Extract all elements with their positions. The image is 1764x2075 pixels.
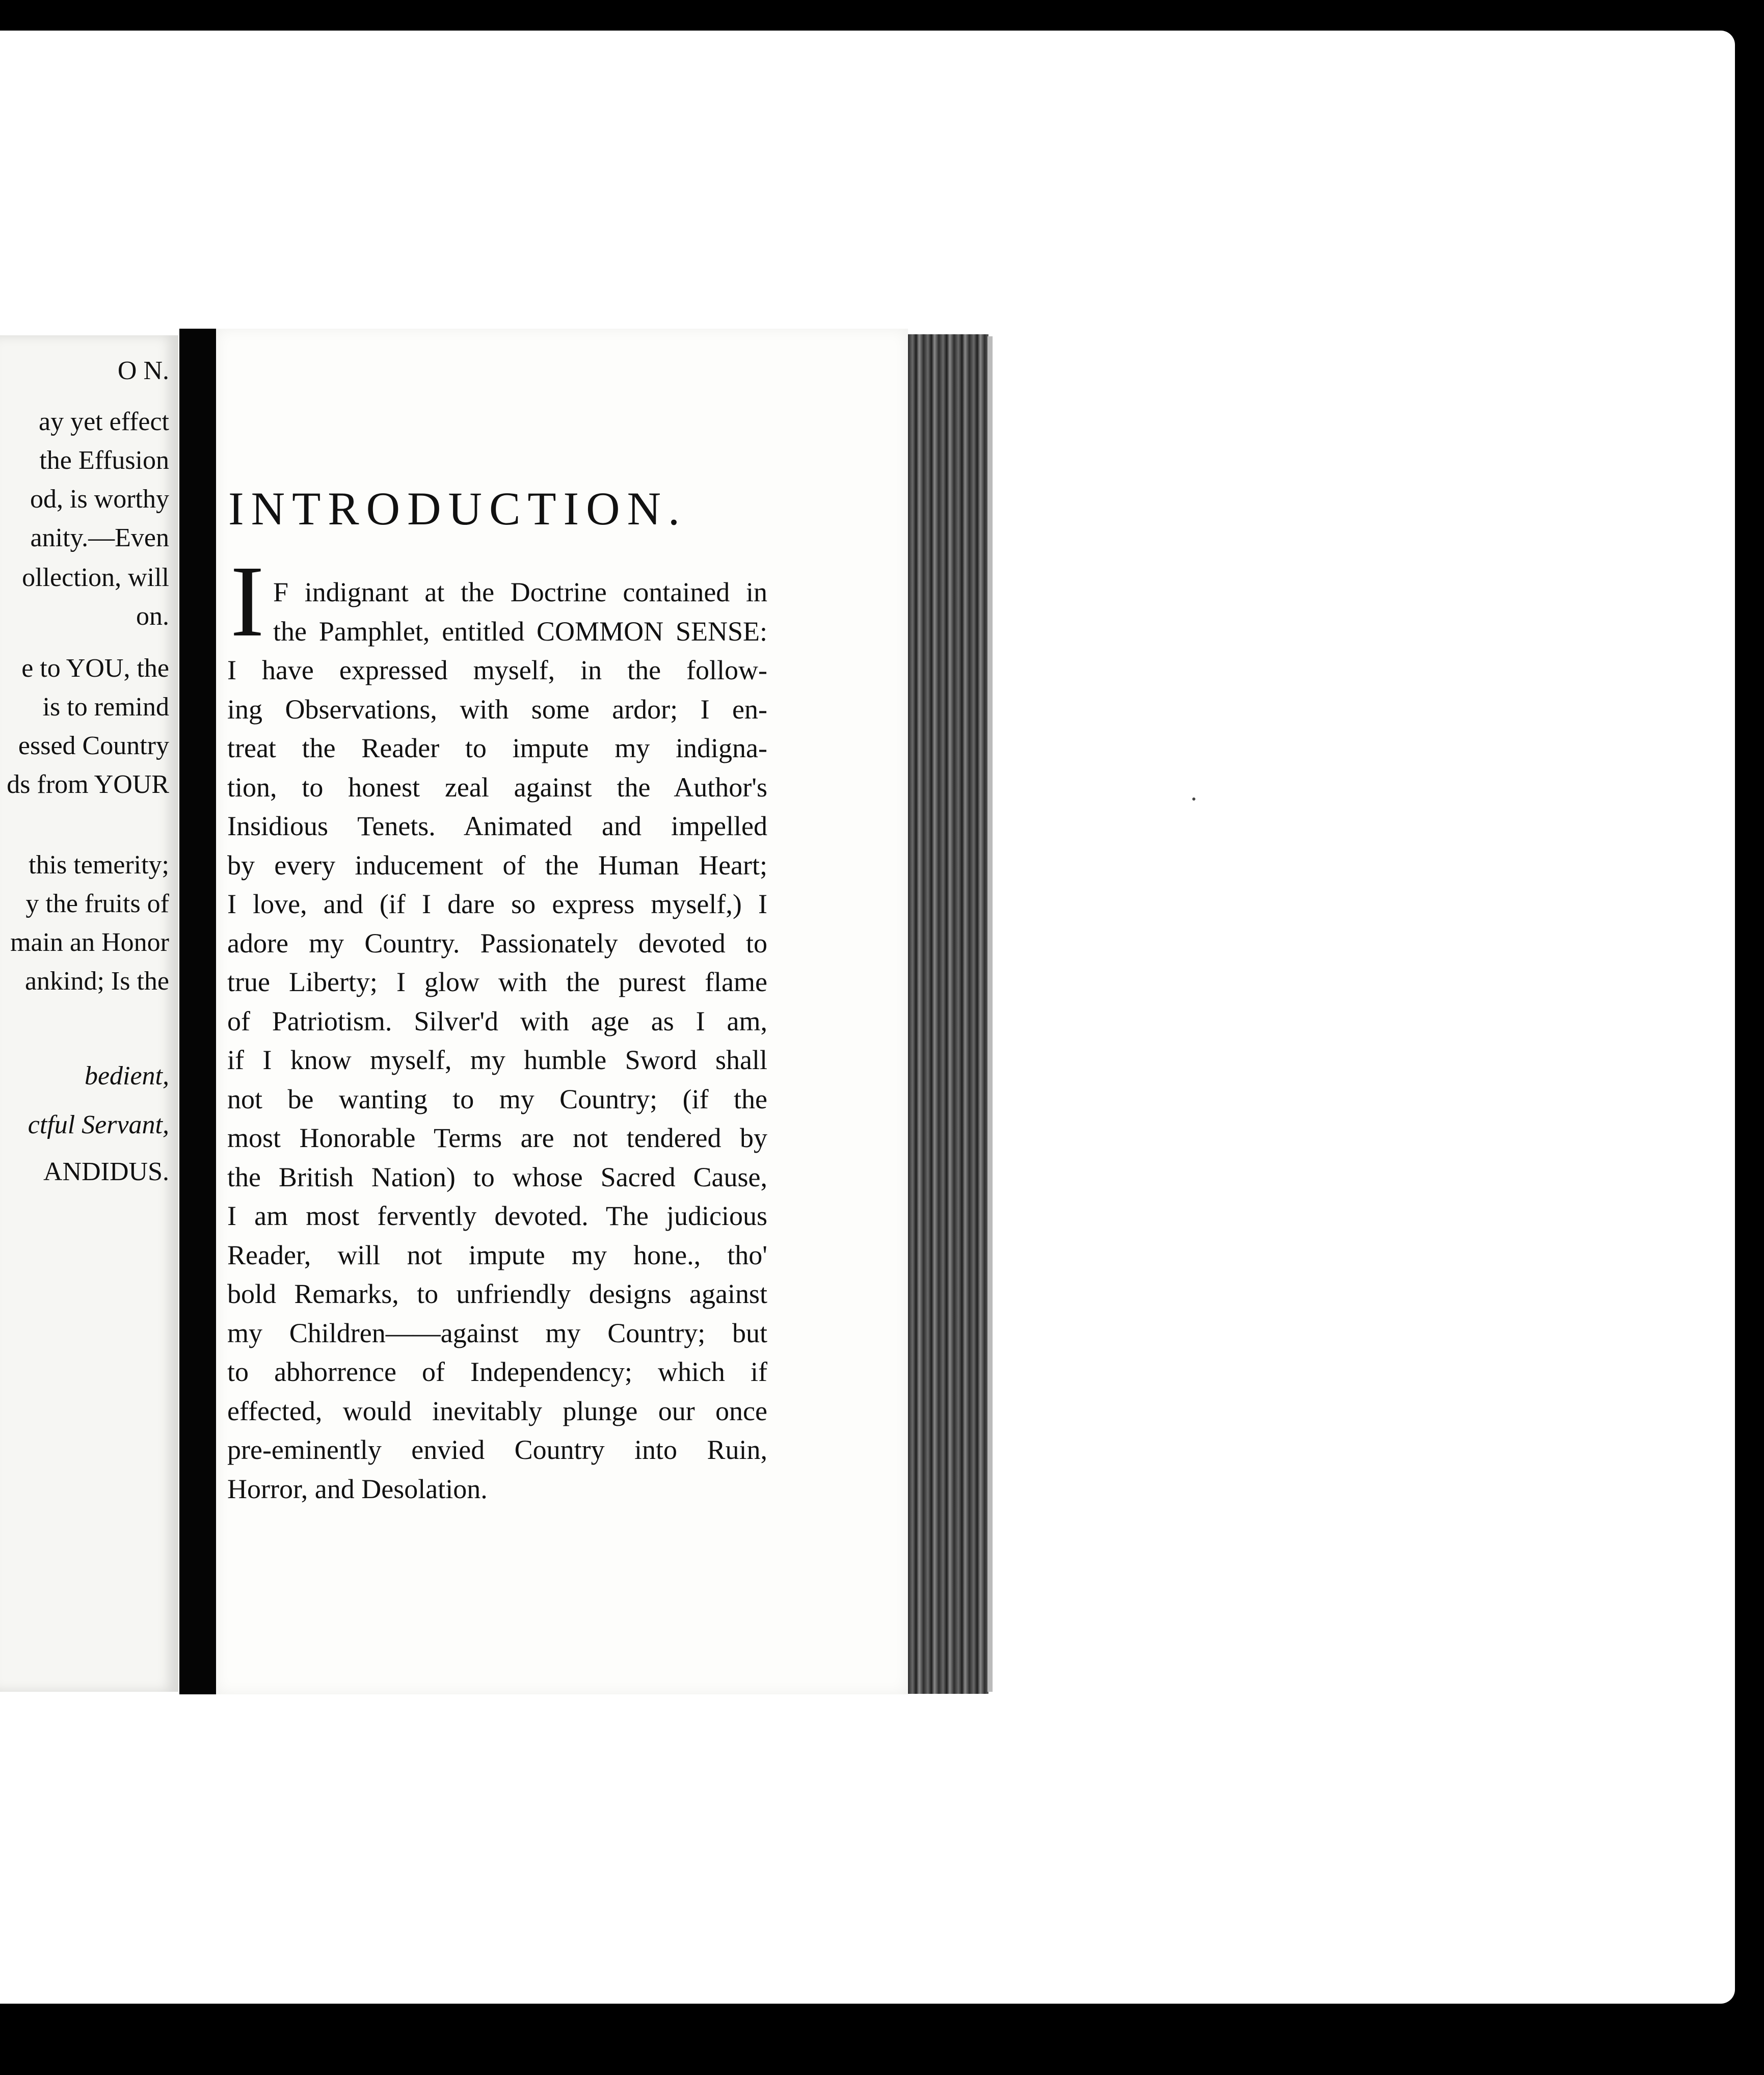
previous-page-line: ctful Servant,	[28, 1110, 169, 1139]
page-edge-shadow	[987, 336, 993, 1692]
previous-page-line: e to YOU, the	[21, 654, 169, 683]
body-line: bold Remarks, to unfriendly designs against	[227, 1279, 767, 1309]
page-edges	[908, 334, 988, 1694]
scanned-sheet	[0, 31, 1735, 2004]
previous-page-line: bedient,	[84, 1061, 169, 1090]
body-line: ing Observations, with some ardor; I en-	[227, 694, 767, 725]
previous-page-line: ay yet effect	[39, 407, 169, 436]
introduction-body	[216, 329, 908, 1694]
introduction-page	[216, 329, 908, 1694]
body-line: the Pamphlet, entitled COMMON SENSE:	[273, 616, 767, 647]
body-line: adore my Country. Passionately devoted to	[227, 928, 767, 959]
body-line: by every inducement of the Human Heart;	[227, 850, 767, 881]
body-line: Reader, will not impute my hone., tho'	[227, 1240, 767, 1270]
previous-page-line: y the fruits of	[25, 889, 169, 918]
previous-page-line: is to remind	[42, 693, 169, 722]
previous-page-line: ANDIDUS.	[43, 1157, 169, 1186]
binding-gutter	[179, 329, 217, 1694]
body-line: not be wanting to my Country; (if the	[227, 1084, 767, 1114]
body-line: I am most fervently devoted. The judicious	[227, 1201, 767, 1231]
page-title: INTRODUCTION.	[228, 483, 687, 535]
drop-cap: I	[230, 545, 264, 658]
previous-page-line: the Effusion	[39, 446, 169, 475]
body-line: of Patriotism. Silver'd with age as I am,	[227, 1006, 767, 1036]
body-line: Horror, and Desolation.	[227, 1474, 488, 1504]
body-line: the British Nation) to whose Sacred Cause,	[227, 1162, 767, 1192]
body-line: most Honorable Terms are not tendered by	[227, 1123, 767, 1153]
previous-page	[0, 335, 178, 1692]
body-line: effected, would inevitably plunge our once	[227, 1396, 767, 1426]
previous-page-line: anity.—Even	[30, 523, 169, 552]
body-line: F indignant at the Doctrine contained in	[273, 577, 767, 607]
speck	[1192, 797, 1195, 801]
previous-page-line: this temerity;	[29, 850, 169, 880]
body-line: true Liberty; I glow with the purest flame	[227, 967, 767, 997]
previous-page-line: ankind; Is the	[24, 967, 169, 996]
body-line: Insidious Tenets. Animated and impelled	[227, 811, 767, 841]
previous-page-line: od, is worthy	[30, 485, 169, 514]
body-line: treat the Reader to impute my indigna-	[227, 733, 767, 763]
body-line: I have expressed myself, in the follow-	[227, 655, 767, 685]
previous-page-line: O N.	[117, 356, 169, 385]
previous-page-line: ollection, will	[22, 563, 169, 592]
body-line: tion, to honest zeal against the Author's	[227, 772, 767, 803]
previous-page-line: main an Honor	[10, 928, 169, 957]
body-line: to abhorrence of Independency; which if	[227, 1356, 767, 1387]
body-line: pre-eminently envied Country into Ruin,	[227, 1434, 767, 1465]
body-line: my Children——against my Country; but	[227, 1318, 767, 1348]
body-line: if I know myself, my humble Sword shall	[227, 1045, 767, 1075]
previous-page-line: essed Country	[18, 731, 169, 760]
previous-page-line: ds from YOUR	[7, 770, 169, 799]
body-line: I love, and (if I dare so express myself,) I	[227, 889, 767, 919]
previous-page-line: on.	[136, 602, 169, 631]
